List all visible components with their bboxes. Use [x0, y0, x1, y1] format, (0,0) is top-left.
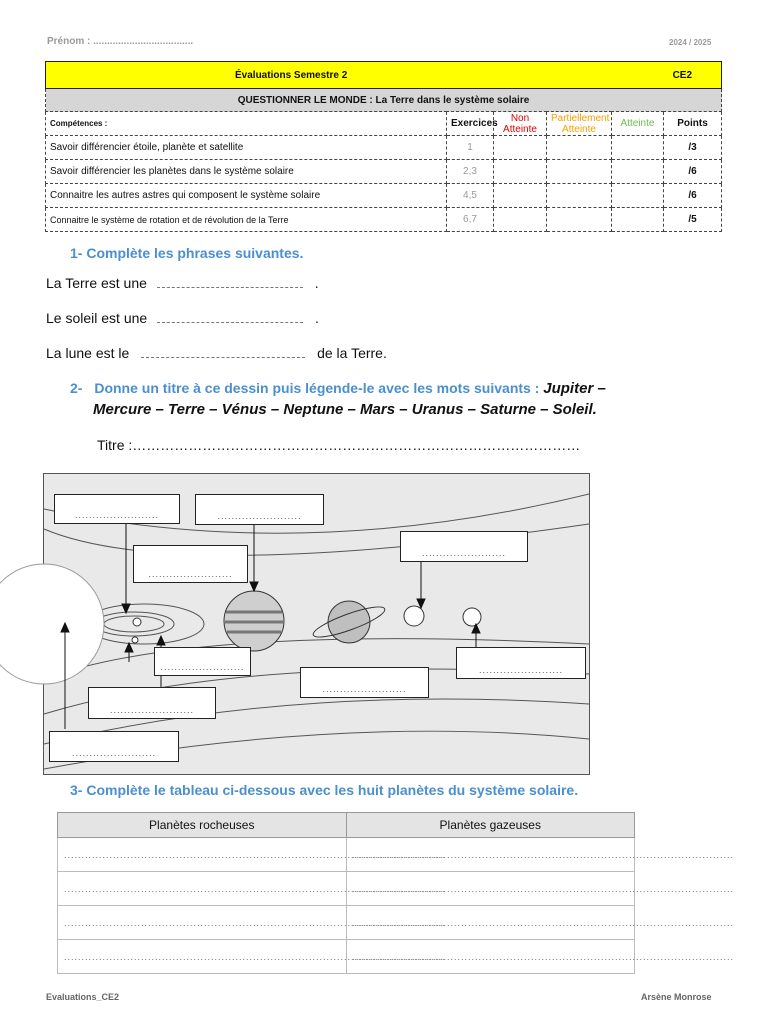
col-points: Points — [664, 112, 722, 136]
exercice-ref: 1 — [447, 136, 494, 160]
sentence-text: La lune est le — [46, 345, 130, 361]
checkbox-non-atteinte[interactable] — [494, 184, 547, 208]
answer-cell[interactable]: ............................................................................................................. — [346, 872, 635, 906]
checkbox-non-atteinte[interactable] — [494, 160, 547, 184]
prenom-field[interactable]: Prénom : .................................... — [47, 36, 194, 47]
label-box[interactable]: ........................ — [54, 494, 180, 524]
col-non-atteinte: Non Atteinte — [494, 112, 547, 136]
exercice-ref: 4,5 — [447, 184, 494, 208]
checkbox-atteinte[interactable] — [612, 160, 664, 184]
checkbox-non-atteinte[interactable] — [494, 136, 547, 160]
table-row — [46, 184, 722, 208]
checkbox-partiellement[interactable] — [547, 136, 612, 160]
points: /3 — [664, 136, 722, 160]
mercury-icon — [133, 618, 141, 626]
saturn-icon — [328, 601, 370, 643]
col-rocheuses: Planètes rocheuses — [58, 813, 347, 838]
competence-text: Connaitre le système de rotation et de révolution de la Terre — [46, 208, 447, 232]
solar-system-drawing — [43, 473, 590, 775]
punct: . — [314, 275, 319, 291]
answer-cell[interactable]: ............................................................................................................. — [58, 906, 347, 940]
label-box[interactable]: ........................ — [133, 545, 248, 583]
answer-cell[interactable]: ............................................................................................................. — [346, 906, 635, 940]
col-atteinte: Atteinte — [612, 112, 664, 136]
table-row — [46, 136, 722, 160]
table-row — [58, 872, 635, 906]
label-box[interactable]: ........................ — [456, 647, 586, 679]
competence-text: Savoir différencier les planètes dans le système solaire — [46, 160, 447, 184]
col-competences: Compétences : — [46, 112, 447, 136]
q2-words-2: Mercure – Terre – Vénus – Neptune – Mars – Uranus – Saturne – Soleil. — [93, 401, 597, 418]
punct: . — [314, 310, 319, 326]
q2-instruction — [70, 378, 710, 420]
table-row — [58, 906, 635, 940]
col-gazeuses: Planètes gazeuses — [346, 813, 635, 838]
q3-title: 3- Complète le tableau ci-dessous avec les huit planètes du système solaire. — [70, 782, 579, 798]
competence-text: Savoir différencier étoile, planète et satellite — [46, 136, 447, 160]
table-row — [58, 940, 635, 974]
eval-subtitle: QUESTIONNER LE MONDE : La Terre dans le système solaire — [46, 89, 722, 112]
label-box[interactable]: ........................ — [88, 687, 216, 719]
table-row — [46, 208, 722, 232]
col-partiellement-atteinte: Partiellement Atteinte — [547, 112, 612, 136]
sentence-text: La Terre est une — [46, 275, 147, 291]
answer-cell[interactable]: ............................................................................................................. — [346, 940, 635, 974]
checkbox-atteinte[interactable] — [612, 208, 664, 232]
answer-cell[interactable]: ............................................................................................................. — [58, 940, 347, 974]
points: /6 — [664, 184, 722, 208]
neptune-icon — [463, 608, 481, 626]
school-year: 2024 / 2025 — [669, 38, 712, 47]
answer-cell[interactable]: ............................................................................................................. — [346, 838, 635, 872]
points: /6 — [664, 160, 722, 184]
table-row — [58, 838, 635, 872]
answer-blank[interactable] — [157, 273, 303, 288]
planets-table — [57, 812, 735, 974]
sentence-text: Le soleil est une — [46, 310, 148, 326]
col-exercices: Exercices — [447, 112, 494, 136]
sentence-2 — [46, 308, 319, 326]
checkbox-atteinte[interactable] — [612, 136, 664, 160]
exercice-ref: 6,7 — [447, 208, 494, 232]
competence-text: Connaitre les autres astres qui composent le système solaire — [46, 184, 447, 208]
eval-title: Évaluations Semestre 2 — [235, 69, 348, 81]
footer-left: Evaluations_CE2 — [46, 992, 120, 1002]
q2-number: 2- — [70, 380, 83, 396]
label-box[interactable]: ........................ — [300, 667, 429, 698]
table-row — [46, 160, 722, 184]
q2-words-1: Jupiter – — [543, 380, 606, 397]
checkbox-partiellement[interactable] — [547, 160, 612, 184]
q2-text: Donne un titre à ce dessin puis légende-le avec les mots suivants : — [94, 380, 540, 396]
venus-icon — [132, 637, 138, 643]
checkbox-non-atteinte[interactable] — [494, 208, 547, 232]
answer-cell[interactable]: ............................................................................................................. — [58, 838, 347, 872]
checkbox-atteinte[interactable] — [612, 184, 664, 208]
exercice-ref: 2,3 — [447, 160, 494, 184]
titre-field[interactable]: Titre :…………………………………………………………………………………… — [97, 437, 581, 453]
answer-cell[interactable]: ............................................................................................................. — [58, 872, 347, 906]
label-box[interactable]: ........................ — [154, 647, 251, 676]
checkbox-partiellement[interactable] — [547, 208, 612, 232]
sentence-1 — [46, 273, 319, 291]
footer-right: Arsène Monrose — [641, 992, 712, 1002]
label-box[interactable]: ........................ — [195, 494, 324, 525]
points: /5 — [664, 208, 722, 232]
competences-table — [45, 61, 722, 232]
sentence-end: de la Terre. — [317, 345, 387, 361]
sentence-3 — [46, 343, 387, 361]
grade-label: CE2 — [672, 69, 693, 81]
checkbox-partiellement[interactable] — [547, 184, 612, 208]
answer-blank[interactable] — [157, 308, 303, 323]
label-box[interactable]: ........................ — [400, 531, 528, 562]
q1-title: 1- Complète les phrases suivantes. — [70, 245, 304, 261]
answer-blank[interactable] — [141, 343, 305, 358]
label-box[interactable]: ........................ — [49, 731, 179, 762]
